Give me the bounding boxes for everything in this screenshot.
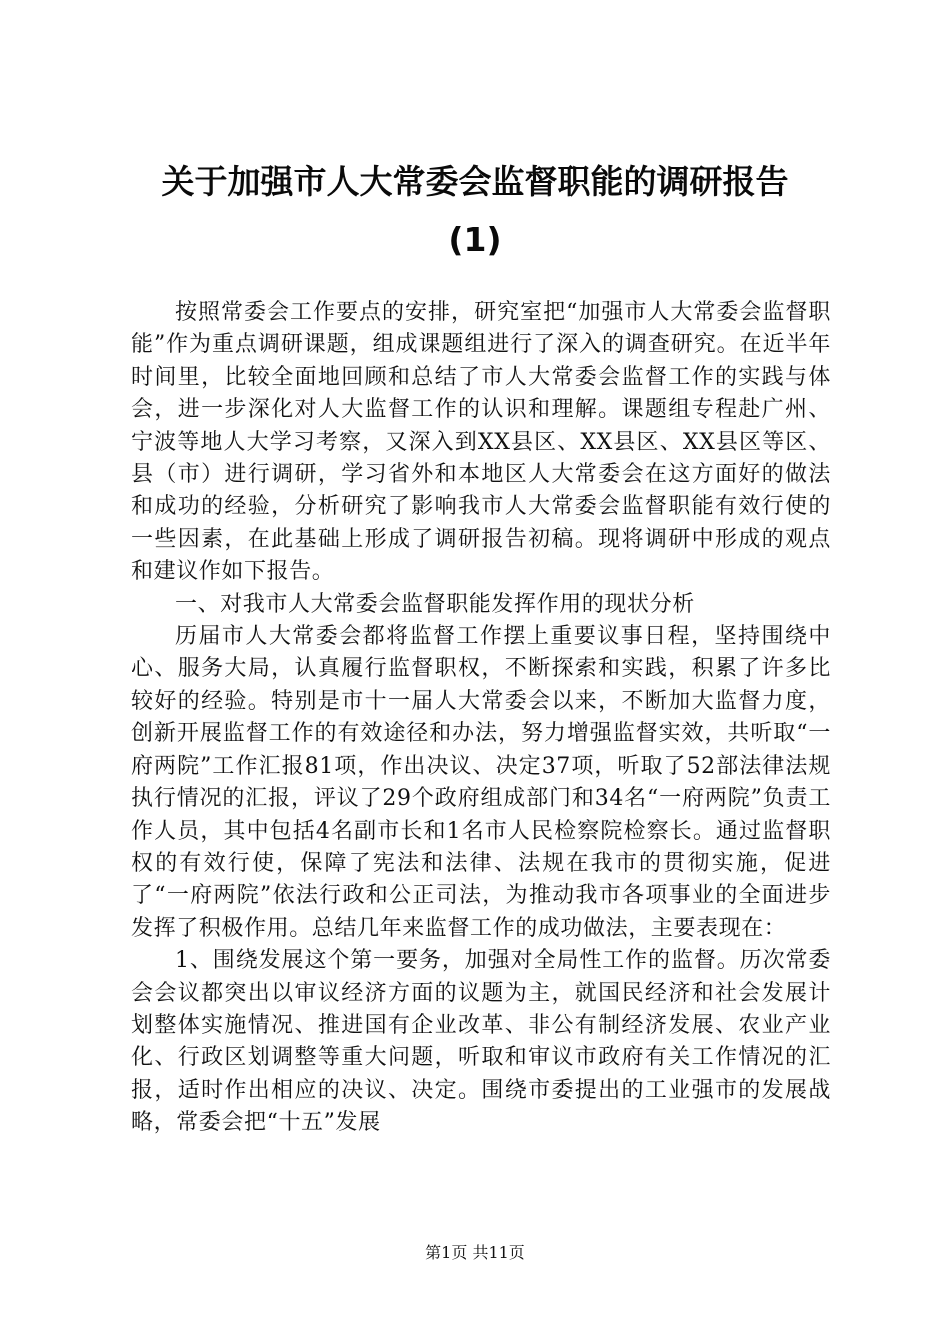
- paragraph-intro: 按照常委会工作要点的安排，研究室把“加强市人大常委会监督职能”作为重点调研课题，组成课题组进行了深入的调查研究。在近半年时间里，比较全面地回顾和总结了市人大常委会监督工作的实践与体会，进一步深化对人大监督工作的认识和理解。课题组专程赴广州、宁波等地人大学习考察，又深入到XX县区、XX县区、XX县区等区、县（市）进行调研，学习省外和本地区人大常委会在这方面好的做法和成功的经验，分析研究了影响我市人大常委会监督职能有效行使的一些因素，在此基础上形成了调研报告初稿。现将调研中形成的观点和建议作如下报告。: [131, 300, 831, 585]
- section-heading: 一、对我市人大常委会监督职能发挥作用的现状分析: [175, 591, 695, 617]
- document-title: 关于加强市人大常委会监督职能的调研报告: [161, 162, 789, 201]
- document-title-number: (1): [448, 220, 502, 259]
- paragraph-point-1: 1、围绕发展这个第一要务，加强对全局性工作的监督。历次常委会会议都突出以审议经济方面的议题为主，就国民经济和社会发展计划整体实施情况、推进国有企业改革、非公有制经济发展、农业产业化、行政区划调整等重大问题，听取和审议市政府有关工作情况的汇报，适时作出相应的决议、决定。围绕市委提出的工业强市的发展战略，常委会把“十五”发展: [131, 948, 831, 1136]
- paragraph-status: 历届市人大常委会都将监督工作摆上重要议事日程，坚持围绕中心、服务大局，认真履行监督职权，不断探索和实践，积累了许多比较好的经验。特别是市十一届人大常委会以来，不断加大监督力度，创新开展监督工作的有效途径和办法，努力增强监督实效，共听取“一府两院”工作汇报81项，作出决议、决定37项，听取了52部法律法规执行情况的汇报，评议了29个政府组成部门和34名“一府两院”负责工作人员，其中包括4名副市长和1名市人民检察院检察长。通过监督职权的有效行使，保障了宪法和法律、法规在我市的贯彻实施，促进了“一府两院”依法行政和公正司法，为推动我市各项事业的全面进步发挥了积极作用。总结几年来监督工作的成功做法，主要表现在：: [131, 624, 831, 941]
- page-footer: 第1页 共11页: [425, 1243, 525, 1262]
- document-body: [131, 297, 831, 1140]
